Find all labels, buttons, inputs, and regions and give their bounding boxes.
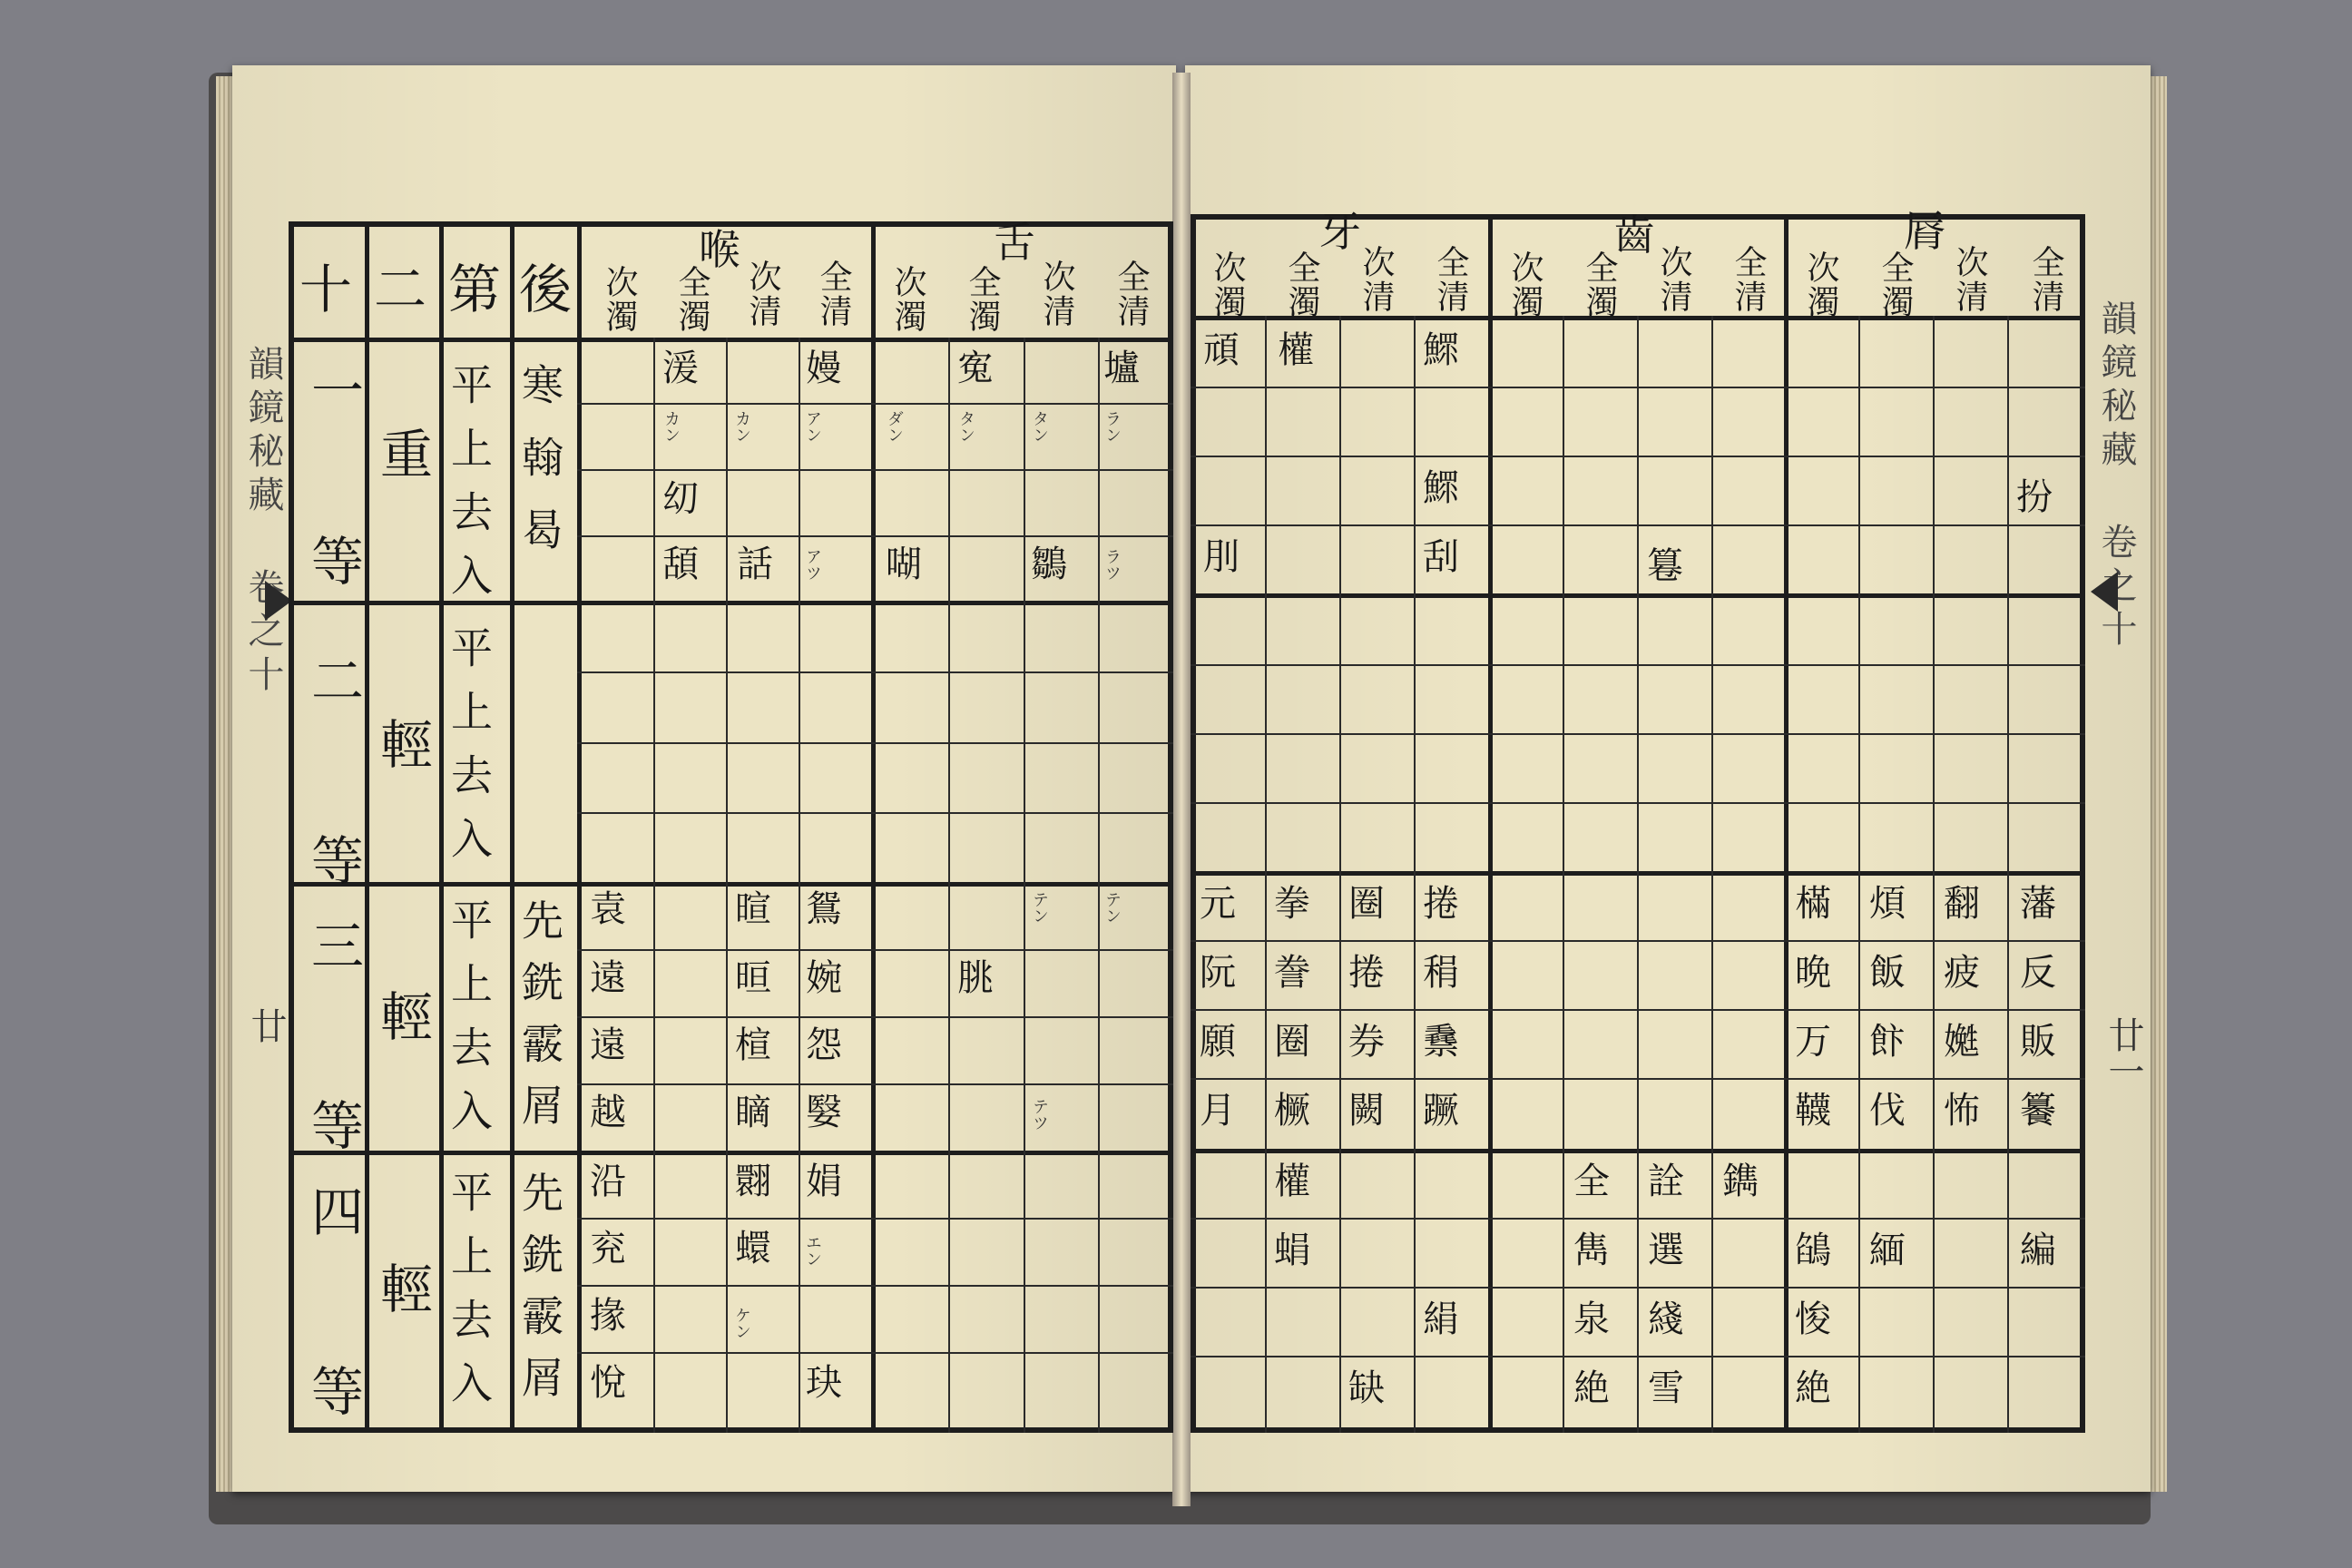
tongue-col-jidaku: 次濁 (889, 265, 926, 334)
lip-col-zenshin: 全清 (2027, 245, 2064, 314)
cell-r-g3-lip-r1-c1: 疲 (1944, 952, 1980, 994)
header-char-shi: 十 (299, 259, 353, 320)
kana-gloss: カン (662, 410, 681, 443)
cell-r-g3-lip-r3-c2: 伐 (1869, 1090, 1906, 1132)
cell-l-g1-tongue-r3-c1: 鶵 (1031, 544, 1067, 585)
cell-r-g1-molar-r0-c0: 鰥 (1423, 329, 1459, 371)
cell-r-g3-molar-r2-c3: 願 (1200, 1021, 1236, 1063)
grade-4-rhymes: 先銑霰屑 (515, 1171, 564, 1417)
cell-r-g3-molar-r3-c0: 蹶 (1423, 1090, 1459, 1132)
cell-l-g4-r3-c3: 悅 (590, 1362, 626, 1404)
cell-r-g4-teeth-r2-c2: 泉 (1573, 1298, 1610, 1340)
region-tongue-label: 舌 (994, 218, 1035, 267)
cell-r-g4-teeth-r1-c2: 雋 (1573, 1230, 1610, 1271)
cell-r-g4-teeth-r0-c1: 詮 (1648, 1161, 1684, 1202)
throat-col-zendaku: 全濁 (673, 265, 710, 334)
cell-l-g4-r0-c3: 沿 (590, 1161, 626, 1202)
cell-l-g1-r0-c0: 嫚 (806, 348, 842, 389)
grade-1-tones: 平上去入 (445, 363, 494, 617)
cell-r-g1-molar-r0-c3: 頑 (1203, 329, 1240, 371)
cell-r-g4-teeth-r3-c1: 雪 (1648, 1367, 1684, 1409)
cell-r-g3-lip-r3-c0: 䉵 (2020, 1090, 2056, 1132)
cell-r-g3-molar-r1-c3: 阮 (1200, 952, 1236, 994)
cell-r-g3-molar-r0-c3: 元 (1200, 883, 1236, 925)
left-margin-title: 韻鏡秘藏 卷之十 (242, 345, 284, 699)
right-fishtail-mark (2091, 572, 2118, 612)
cell-r-g3-lip-r2-c2: 飰 (1869, 1021, 1906, 1063)
kana-gloss: タン (956, 410, 975, 443)
kana-gloss: ダン (885, 410, 904, 443)
grade-2-tones: 平上去入 (445, 626, 494, 880)
cell-r-g3-lip-r2-c3: 万 (1795, 1021, 1831, 1063)
cell-l-g1-tongue-r3-c3: 㗅 (886, 544, 922, 585)
cell-r-g4-molar-r0-c2: 權 (1274, 1161, 1310, 1202)
cell-l-g3-r0-c3: 袁 (590, 888, 626, 930)
right-margin-title: 韻鏡秘藏 卷之十 (2095, 299, 2137, 653)
kana-gloss: ラツ (1102, 548, 1122, 581)
throat-col-jidaku: 次濁 (601, 265, 638, 334)
cell-l-g3-r0-c0: 鴛 (806, 888, 842, 930)
region-throat-label: 喉 (699, 225, 740, 274)
kana-gloss: テン (1102, 891, 1122, 924)
cell-l-g3-r1-c0: 婉 (806, 957, 842, 999)
cell-r-g3-lip-r1-c3: 晩 (1795, 952, 1831, 994)
header-char-ni: 二 (374, 259, 427, 320)
grade-4-label: 四等 (302, 1184, 364, 1544)
throat-col-zenshin: 全清 (815, 260, 852, 328)
grade-4-weight: 輕 (371, 1261, 433, 1314)
tongue-col-zendaku: 全濁 (964, 265, 1001, 334)
cell-r-g3-molar-r2-c0: 䄟 (1423, 1021, 1459, 1063)
cell-r-g1-molar-r0-c2: 權 (1278, 329, 1314, 371)
cell-r-g4-lip-r2-c3: 悛 (1795, 1298, 1831, 1340)
cell-l-g1-r2-c2: 㓜 (662, 478, 699, 520)
teeth-col-jishin: 次清 (1655, 245, 1692, 314)
cell-l-g1-r3-c2: 頢 (662, 544, 699, 585)
cell-r-g3-molar-r0-c0: 捲 (1423, 883, 1459, 925)
cell-r-g3-lip-r0-c2: 煩 (1869, 883, 1906, 925)
cell-r-g4-lip-r1-c3: 鵮 (1795, 1230, 1831, 1271)
cell-r-g3-lip-r0-c1: 翻 (1944, 883, 1980, 925)
cell-r-g3-lip-r0-c0: 藩 (2020, 883, 2056, 925)
cell-r-g3-lip-r1-c2: 飯 (1869, 952, 1906, 994)
left-page-number: 廿 (245, 1007, 287, 1044)
cell-r-g4-lip-r3-c3: 絶 (1795, 1367, 1831, 1409)
cell-l-g3-r1-c3: 遠 (590, 957, 626, 999)
kana-gloss: アツ (803, 548, 822, 581)
cell-r-g1-molar-r3-c3: 刖 (1203, 536, 1240, 578)
cell-l-g1-tongue-r0-c2: 寃 (957, 348, 994, 389)
cell-r-g3-molar-r2-c1: 券 (1348, 1021, 1385, 1063)
cell-l-g1-tongue-r0-c0: 壚 (1103, 348, 1140, 389)
grade-1-weight: 重 (371, 426, 433, 479)
cell-r-g1-molar-r2-c0: 鰥 (1423, 467, 1459, 509)
lip-col-jishin: 次清 (1951, 245, 1988, 314)
cell-l-g3-r0-c1: 暄 (735, 888, 771, 930)
molar-col-zenshin: 全清 (1432, 245, 1469, 314)
tongue-col-zenshin: 全清 (1112, 260, 1150, 328)
grade-1-rhymes: 寒翰曷 (515, 363, 564, 581)
teeth-col-zenshin: 全清 (1730, 245, 1767, 314)
cell-r-g3-molar-r2-c2: 圈 (1274, 1021, 1310, 1063)
cell-r-g4-molar-r3-c1: 缺 (1348, 1367, 1385, 1409)
cell-r-g4-teeth-r1-c1: 選 (1648, 1230, 1684, 1271)
cell-r-g3-lip-r2-c0: 販 (2020, 1021, 2056, 1063)
grade-3-label: 三等 (302, 918, 364, 1278)
cell-r-g3-molar-r3-c2: 橛 (1274, 1090, 1310, 1132)
grade-2-label: 二等 (302, 653, 364, 1013)
region-molar-label: 牙 (1319, 207, 1361, 256)
cell-r-g4-molar-r2-c0: 絹 (1423, 1298, 1459, 1340)
cell-r-g1-molar-r3-c0: 刮 (1423, 536, 1459, 578)
cell-r-g4-molar-r1-c2: 蜎 (1274, 1230, 1310, 1271)
region-lip-label: 脣 (1904, 207, 1945, 256)
cell-r-g4-lip-r1-c0: 編 (2020, 1230, 2056, 1271)
cell-r-g4-lip-r1-c2: 緬 (1869, 1230, 1906, 1271)
cell-r-g3-molar-r3-c1: 闕 (1348, 1090, 1385, 1132)
cell-l-g1-r0-c2: 湲 (662, 348, 699, 389)
molar-col-zendaku: 全濁 (1283, 250, 1320, 319)
cell-l-g3-r3-c3: 越 (590, 1092, 626, 1133)
book-spine (1172, 73, 1191, 1506)
cell-l-g3-r2-c1: 楦 (735, 1024, 771, 1066)
teeth-col-jidaku: 次濁 (1506, 250, 1544, 319)
grade-2-weight: 輕 (371, 717, 433, 769)
cell-r-g3-lip-r3-c1: 怖 (1944, 1090, 1980, 1132)
kana-gloss: テン (1030, 891, 1049, 924)
cell-l-g3-tongue-r1-c2: 朓 (957, 957, 994, 999)
cell-r-g3-lip-r2-c1: 嬔 (1944, 1021, 1980, 1063)
kana-gloss: ラン (1102, 410, 1122, 443)
throat-col-jishin: 次清 (744, 260, 781, 328)
cell-l-g4-r2-c3: 掾 (590, 1295, 626, 1337)
cell-r-g3-molar-r0-c2: 拳 (1274, 883, 1310, 925)
molar-col-jidaku: 次濁 (1209, 250, 1246, 319)
kana-gloss: タン (1030, 410, 1049, 443)
molar-col-jishin: 次清 (1357, 245, 1395, 314)
cell-l-g3-r1-c1: 晅 (735, 957, 771, 999)
cell-r-g3-lip-r1-c0: 反 (2020, 952, 2056, 994)
kana-gloss: カン (732, 410, 751, 443)
cell-r-g4-teeth-r0-c2: 全 (1573, 1161, 1610, 1202)
header-char-dai: 第 (448, 259, 502, 320)
cell-r-g3-molar-r1-c2: 誊 (1274, 952, 1310, 994)
header-char-go: 後 (519, 259, 573, 320)
cell-r-g3-molar-r1-c1: 捲 (1348, 952, 1385, 994)
right-page-number: 廿一 (2102, 1016, 2144, 1089)
grade-3-rhymes: 先銑霰屑 (515, 898, 564, 1145)
region-teeth-label: 齒 (1613, 211, 1655, 260)
grade-3-tones: 平上去入 (445, 898, 494, 1152)
cell-r-g3-lip-r0-c3: 樠 (1795, 883, 1831, 925)
cell-r-g3-molar-r3-c3: 月 (1200, 1090, 1236, 1132)
cell-l-g3-r3-c1: 䁤 (735, 1092, 771, 1133)
lip-col-jidaku: 次濁 (1802, 250, 1839, 319)
cell-r-g3-lip-r3-c3: 韈 (1795, 1090, 1831, 1132)
kana-gloss: アン (803, 410, 822, 443)
tongue-col-jishin: 次清 (1038, 260, 1075, 328)
cell-l-g4-r3-c0: 玦 (806, 1362, 842, 1404)
lip-col-zendaku: 全濁 (1877, 250, 1914, 319)
grade-1-label: 一等 (302, 363, 364, 704)
cell-r-g1-teeth-r3-c1: 篹 (1647, 545, 1683, 587)
cell-r-g4-teeth-r3-c2: 絶 (1573, 1367, 1610, 1409)
cell-r-g3-molar-r0-c1: 圈 (1348, 883, 1385, 925)
teeth-col-zendaku: 全濁 (1581, 250, 1618, 319)
cell-l-g4-r0-c1: 翾 (735, 1161, 771, 1202)
cell-l-g3-r3-c0: 嫛 (806, 1092, 842, 1133)
cell-r-g4-teeth-r0-c0: 鐫 (1722, 1161, 1759, 1202)
cell-r-g3-molar-r1-c0: 䅌 (1423, 952, 1459, 994)
cell-l-g4-r1-c3: 兖 (590, 1228, 626, 1269)
grade-3-weight: 輕 (371, 989, 433, 1042)
kana-gloss: エン (803, 1234, 822, 1267)
cell-r-g4-teeth-r2-c1: 綫 (1648, 1298, 1684, 1340)
grade-4-tones: 平上去入 (445, 1171, 494, 1425)
kana-gloss: テツ (1030, 1098, 1049, 1131)
cell-l-g4-r0-c0: 娟 (806, 1161, 842, 1202)
kana-gloss: ケン (732, 1307, 751, 1339)
cell-l-g1-r3-c1: 話 (737, 544, 773, 585)
cell-l-g3-r2-c0: 怨 (806, 1024, 842, 1066)
cell-l-g4-r1-c1: 蠉 (735, 1228, 771, 1269)
cell-r-g1-lip-r2-c1: 扮 (2016, 476, 2053, 518)
cell-l-g3-r2-c3: 遠 (590, 1024, 626, 1066)
